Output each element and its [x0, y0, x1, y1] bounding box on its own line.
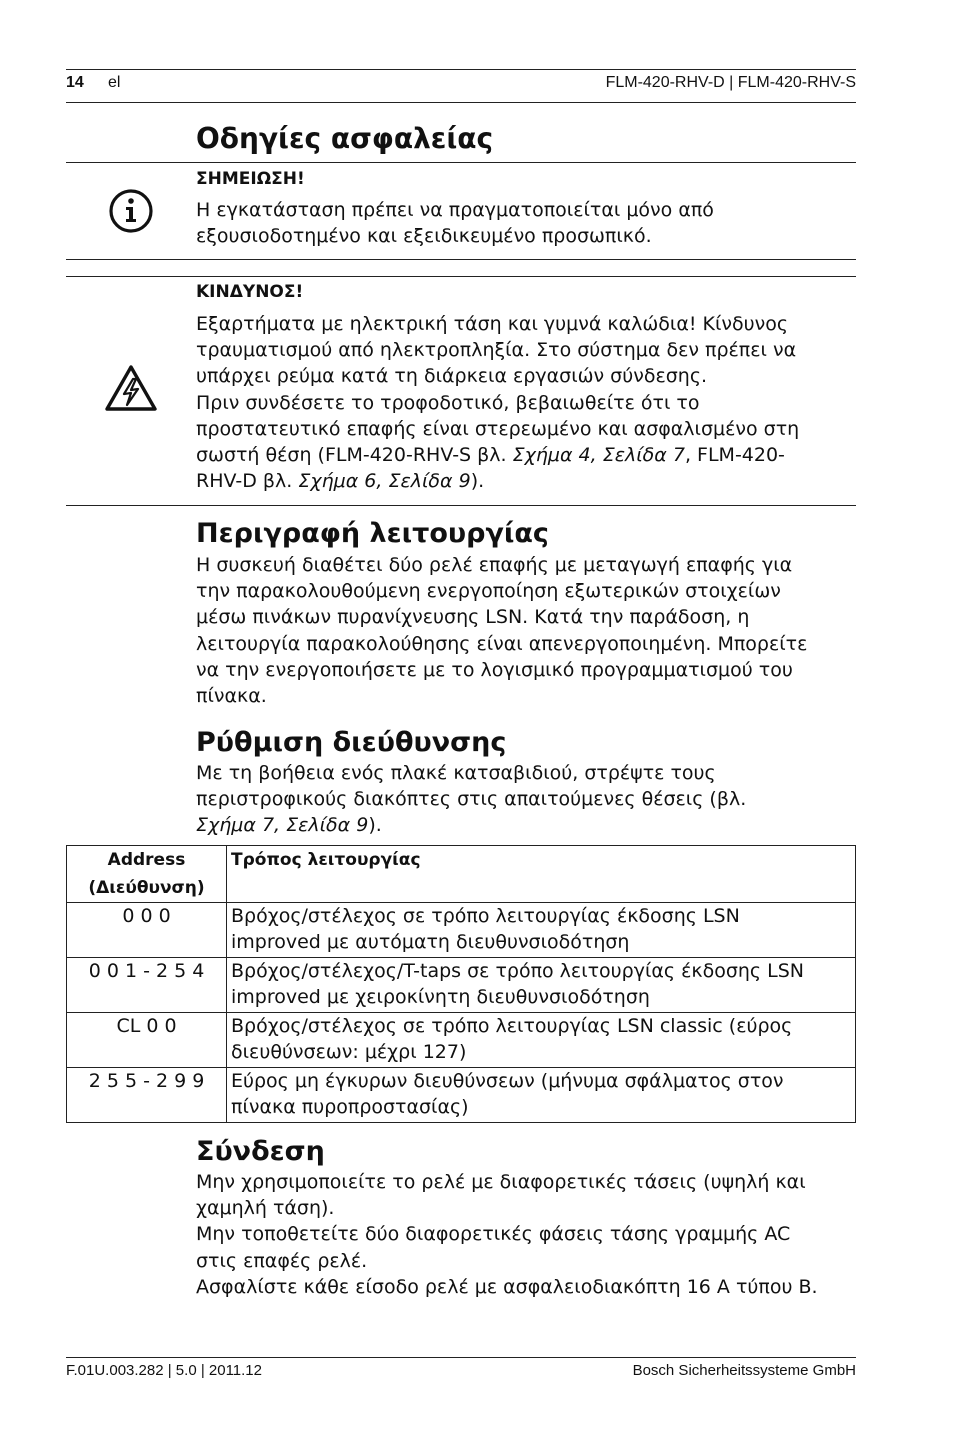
language-code: el — [108, 74, 121, 91]
address-header-line: (Διεύθυνση) — [88, 878, 205, 898]
mode-line: πίνακα πυροπροστασίας) — [231, 1096, 469, 1119]
connection-line: στις επαφές ρελέ. — [196, 1249, 368, 1272]
connection-line: Μην τοποθετείτε δύο διαφορετικές φάσεις τάσης γραμμής AC — [196, 1223, 791, 1246]
high-voltage-warning-icon — [103, 363, 159, 413]
mode-cell — [227, 1013, 856, 1068]
danger-line6-post: , FLM-420- — [684, 444, 785, 467]
mode-line: Βρόχος/στέλεχος σε τρόπο λειτουργίας LSN classic (εύρος — [231, 1015, 793, 1037]
mode-line: improved με αυτόματη διευθυνσιοδότηση — [231, 931, 630, 954]
notice-top-rule — [66, 162, 856, 163]
danger-line-ref-1 — [196, 442, 799, 468]
mode-line: improved με χειροκίνητη διευθυνσιοδότηση — [231, 986, 650, 1009]
danger-line7-pre: RHV-D βλ. — [196, 470, 299, 493]
function-title: Περιγραφή λειτουργίας — [196, 518, 549, 549]
address-table — [66, 845, 856, 1123]
table-row — [67, 1068, 856, 1123]
addressing-title: Ρύθμιση διεύθυνσης — [196, 727, 507, 758]
safety-title: Οδηγίες ασφαλείας — [196, 122, 494, 155]
table-row — [67, 903, 856, 958]
address-cell: 0 0 1 - 2 5 4 — [67, 958, 227, 1013]
address-cell: 0 0 0 — [67, 903, 227, 958]
header-bottom-rule — [66, 102, 856, 103]
footer-rule — [66, 1357, 856, 1358]
danger-line: προστατευτικό επαφής είναι στερεωμένο και ασφαλισμένο στη — [196, 417, 800, 440]
connection-line: χαμηλή τάση). — [196, 1197, 335, 1220]
function-line: μέσω πινάκων πυρανίχνευσης LSN. Κατά την παράδοση, η — [196, 606, 750, 629]
table-row — [67, 1013, 856, 1068]
mode-line: Βρόχος/στέλεχος σε τρόπο λειτουργίας έκδοσης LSN — [231, 905, 740, 927]
page-number: 14 — [66, 74, 84, 91]
address-column-header — [67, 846, 227, 903]
address-cell: CL 0 0 — [67, 1013, 227, 1068]
addressing-line: περιστροφικούς διακόπτες στις απαιτούμενες θέσεις (βλ. — [196, 788, 747, 811]
address-header-line: Address — [107, 850, 186, 870]
company-name: Bosch Sicherheitssysteme GmbH — [632, 1362, 856, 1379]
danger-line: Εξαρτήματα με ηλεκτρική τάση και γυμνά καλώδια! Κίνδυνος — [196, 313, 789, 335]
danger-text — [196, 311, 799, 494]
function-line: πίνακα. — [196, 685, 267, 708]
notice-label: ΣΗΜΕΙΩΣΗ! — [196, 169, 305, 189]
addressing-line-ref — [196, 812, 746, 838]
document-id: F.01U.003.282 | 5.0 | 2011.12 — [66, 1362, 262, 1379]
notice-bottom-rule — [66, 259, 856, 260]
connection-line: Ασφαλίστε κάθε είσοδο ρελέ με ασφαλειοδιακόπτη 16 A τύπου B. — [196, 1275, 818, 1298]
mode-line: διευθύνσεων: μέχρι 127) — [231, 1041, 467, 1064]
mode-column-header: Τρόπος λειτουργίας — [227, 846, 856, 903]
function-text — [196, 552, 807, 709]
addressing-line3-post: ). — [368, 814, 382, 837]
mode-line: Βρόχος/στέλεχος/T-taps σε τρόπο λειτουργίας έκδοσης LSN — [231, 960, 804, 982]
mode-cell — [227, 958, 856, 1013]
product-name: FLM-420-RHV-D | FLM-420-RHV-S — [605, 74, 856, 91]
danger-line: τραυματισμού από ηλεκτροπληξία. Στο σύστημα δεν πρέπει να — [196, 339, 797, 362]
danger-line: Πριν συνδέσετε το τροφοδοτικό, βεβαιωθείτε ότι το — [196, 391, 700, 414]
function-line: Η συσκευή διαθέτει δύο ρελέ επαφής με μεταγωγή επαφής για — [196, 554, 793, 576]
table-header-row — [67, 846, 856, 903]
figure-6-reference[interactable]: Σχήμα 6, Σελίδα 9 — [298, 470, 471, 493]
danger-top-rule — [66, 276, 856, 277]
danger-label: ΚΙΝΔΥΝΟΣ! — [196, 282, 304, 302]
table-row — [67, 958, 856, 1013]
mode-cell — [227, 903, 856, 958]
notice-line: εξουσιοδοτημένο και εξειδικευμένο προσωπικό. — [196, 225, 652, 248]
header-top-rule — [66, 69, 856, 70]
connection-title: Σύνδεση — [196, 1136, 325, 1167]
notice-line: Η εγκατάσταση πρέπει να πραγματοποιείται μόνο από — [196, 199, 714, 221]
function-line: να την ενεργοποιήσετε με το λογισμικό προγραμματισμού του — [196, 658, 793, 681]
figure-4-reference[interactable]: Σχήμα 4, Σελίδα 7 — [512, 444, 685, 467]
address-cell: 2 5 5 - 2 9 9 — [67, 1068, 227, 1123]
function-line: την παρακολουθούμενη ενεργοποίηση εξωτερικών στοιχείων — [196, 580, 781, 603]
function-line: λειτουργία παρακολούθησης είναι απενεργοποιημένη. Μπορείτε — [196, 632, 808, 655]
danger-line7-post: ). — [470, 470, 485, 493]
connection-text — [196, 1169, 818, 1300]
danger-line: υπάρχει ρεύμα κατά τη διάρκεια εργασιών σύνδεσης. — [196, 365, 708, 388]
danger-line6-pre: σωστή θέση (FLM-420-RHV-S βλ. — [196, 444, 513, 467]
connection-line: Μην χρησιμοποιείτε το ρελέ με διαφορετικές τάσεις (υψηλή και — [196, 1171, 806, 1193]
addressing-line: Με τη βοήθεια ενός πλακέ κατσαβιδιού, στρέψτε τους — [196, 762, 716, 784]
danger-line-ref-2 — [196, 468, 799, 494]
danger-bottom-rule — [66, 505, 856, 506]
addressing-text — [196, 760, 746, 839]
mode-cell — [227, 1068, 856, 1123]
info-icon — [107, 188, 155, 234]
mode-line: Εύρος μη έγκυρων διευθύνσεων (μήνυμα σφάλματος στον — [231, 1070, 784, 1092]
figure-7-reference[interactable]: Σχήμα 7, Σελίδα 9 — [196, 814, 369, 837]
notice-text — [196, 197, 714, 249]
